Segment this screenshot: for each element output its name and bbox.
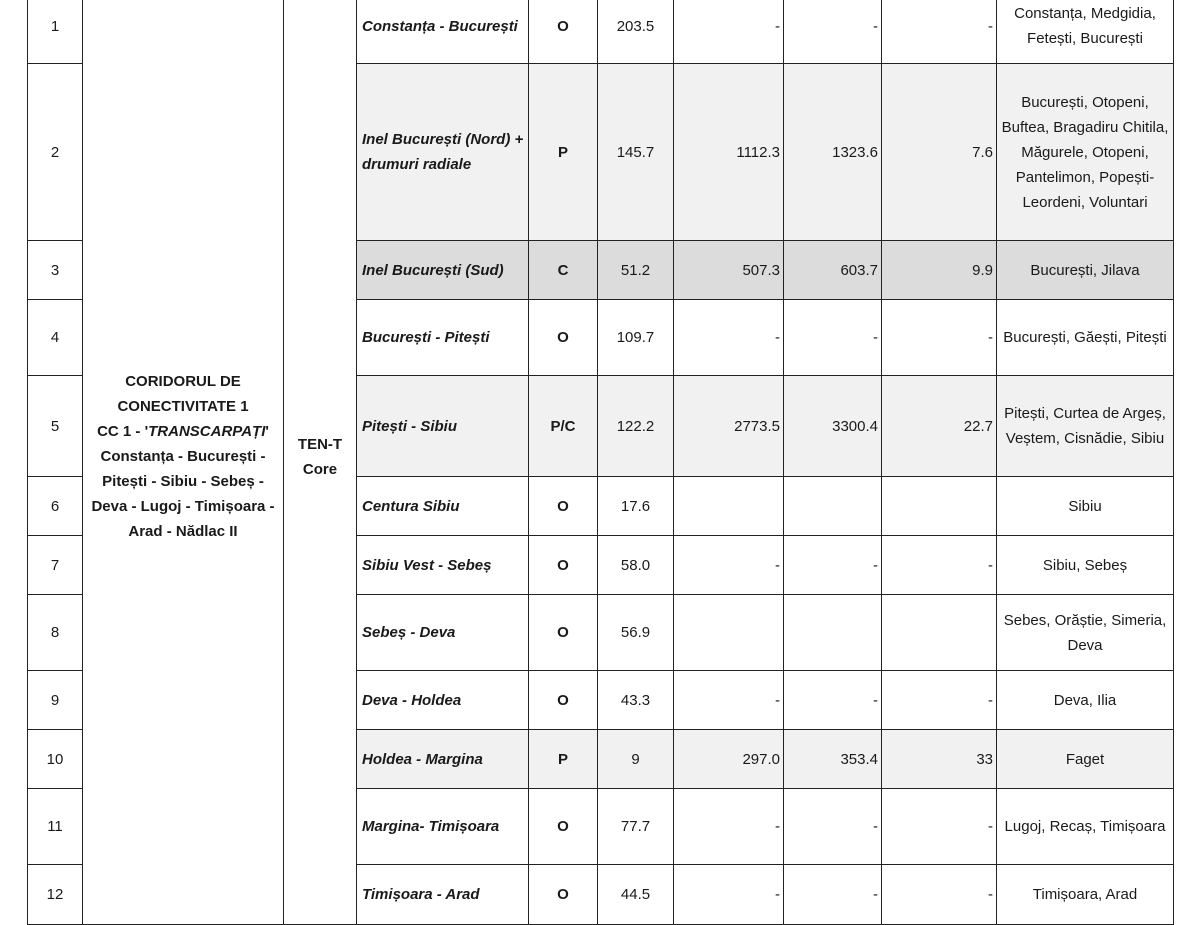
value-3: - <box>882 300 997 376</box>
value-1: - <box>674 0 784 64</box>
row-number: 9 <box>28 671 83 730</box>
row-number: 12 <box>28 865 83 925</box>
row-number: 2 <box>28 64 83 241</box>
status-code: O <box>529 0 598 64</box>
segment-name: Centura Sibiu <box>357 477 529 536</box>
localities: București, Găești, Pitești <box>997 300 1174 376</box>
segment-name: Pitești - Sibiu <box>357 376 529 477</box>
segment-name: Timișoara - Arad <box>357 865 529 925</box>
value-1: - <box>674 300 784 376</box>
status-code: P <box>529 64 598 241</box>
value-3: - <box>882 865 997 925</box>
status-code: C <box>529 241 598 300</box>
network-cell <box>284 0 357 925</box>
status-code: O <box>529 477 598 536</box>
length-km: 44.5 <box>598 865 674 925</box>
value-2: - <box>784 0 882 64</box>
value-3: - <box>882 0 997 64</box>
value-3 <box>882 595 997 671</box>
value-1 <box>674 477 784 536</box>
value-1: - <box>674 671 784 730</box>
localities: Pitești, Curtea de Argeș, Veștem, Cisnădie, Sibiu <box>997 376 1174 477</box>
value-3: - <box>882 789 997 865</box>
length-km: 145.7 <box>598 64 674 241</box>
segment-name: Margina- Timișoara <box>357 789 529 865</box>
row-number: 5 <box>28 376 83 477</box>
status-code: O <box>529 865 598 925</box>
value-2: - <box>784 671 882 730</box>
row-number: 11 <box>28 789 83 865</box>
road-projects-table <box>27 0 1174 925</box>
value-2: 603.7 <box>784 241 882 300</box>
corridor-title: CORIDORUL DE CONECTIVITATE 1 CC 1 - 'TRANSCARPAȚI' <box>97 373 269 440</box>
value-1: 507.3 <box>674 241 784 300</box>
length-km: 51.2 <box>598 241 674 300</box>
value-1: 2773.5 <box>674 376 784 477</box>
length-km: 203.5 <box>598 0 674 64</box>
status-code: P <box>529 730 598 789</box>
value-2 <box>784 477 882 536</box>
value-3: 22.7 <box>882 376 997 477</box>
status-code: P/C <box>529 376 598 477</box>
corridor-cell <box>83 0 284 925</box>
value-1: - <box>674 789 784 865</box>
length-km: 43.3 <box>598 671 674 730</box>
value-2: 3300.4 <box>784 376 882 477</box>
value-3: - <box>882 536 997 595</box>
localities: Sibiu, Sebeș <box>997 536 1174 595</box>
segment-name: Sebeș - Deva <box>357 595 529 671</box>
row-number: 3 <box>28 241 83 300</box>
segment-name: Constanța - București <box>357 0 529 64</box>
status-code: O <box>529 789 598 865</box>
value-2: - <box>784 789 882 865</box>
length-km: 77.7 <box>598 789 674 865</box>
segment-name: Inel București (Sud) <box>357 241 529 300</box>
localities: Sebes, Orăștie, Simeria, Deva <box>997 595 1174 671</box>
segment-name: Deva - Holdea <box>357 671 529 730</box>
value-1: - <box>674 536 784 595</box>
localities: Sibiu <box>997 477 1174 536</box>
value-2: 353.4 <box>784 730 882 789</box>
localities: Deva, Ilia <box>997 671 1174 730</box>
value-3: 7.6 <box>882 64 997 241</box>
value-3: - <box>882 671 997 730</box>
value-2: - <box>784 300 882 376</box>
value-2: - <box>784 536 882 595</box>
status-code: O <box>529 300 598 376</box>
localities: Constanța, Medgidia, Fetești, București <box>997 0 1174 64</box>
localities: București, Otopeni, Buftea, Bragadiru Chitila, Măgurele, Otopeni, Pantelimon, Popești-Leordeni, Voluntari <box>997 64 1174 241</box>
length-km: 122.2 <box>598 376 674 477</box>
corridor-route: Constanța - București - Pitești - Sibiu - Sebeș - Deva - Lugoj - Timișoara - Arad - Nădlac II <box>91 448 275 540</box>
segment-name: Inel București (Nord) + drumuri radiale <box>357 64 529 241</box>
segment-name: București - Pitești <box>357 300 529 376</box>
length-km: 58.0 <box>598 536 674 595</box>
value-1: 1112.3 <box>674 64 784 241</box>
segment-name: Sibiu Vest - Sebeș <box>357 536 529 595</box>
value-3: 33 <box>882 730 997 789</box>
row-number: 4 <box>28 300 83 376</box>
row-number: 10 <box>28 730 83 789</box>
localities: Faget <box>997 730 1174 789</box>
localities: București, Jilava <box>997 241 1174 300</box>
length-km: 56.9 <box>598 595 674 671</box>
table-row <box>28 0 1174 64</box>
value-1: 297.0 <box>674 730 784 789</box>
row-number: 6 <box>28 477 83 536</box>
row-number: 1 <box>28 0 83 64</box>
length-km: 17.6 <box>598 477 674 536</box>
localities: Timișoara, Arad <box>997 865 1174 925</box>
localities: Lugoj, Recaș, Timișoara <box>997 789 1174 865</box>
status-code: O <box>529 595 598 671</box>
row-number: 7 <box>28 536 83 595</box>
value-2: - <box>784 865 882 925</box>
value-3 <box>882 477 997 536</box>
value-2 <box>784 595 882 671</box>
value-1: - <box>674 865 784 925</box>
value-2: 1323.6 <box>784 64 882 241</box>
status-code: O <box>529 671 598 730</box>
segment-name: Holdea - Margina <box>357 730 529 789</box>
status-code: O <box>529 536 598 595</box>
table-body <box>28 0 1174 925</box>
value-1 <box>674 595 784 671</box>
length-km: 9 <box>598 730 674 789</box>
row-number: 8 <box>28 595 83 671</box>
value-3: 9.9 <box>882 241 997 300</box>
network-label: TEN-T <box>297 435 343 453</box>
length-km: 109.7 <box>598 300 674 376</box>
network-sublabel: Core <box>302 460 338 478</box>
